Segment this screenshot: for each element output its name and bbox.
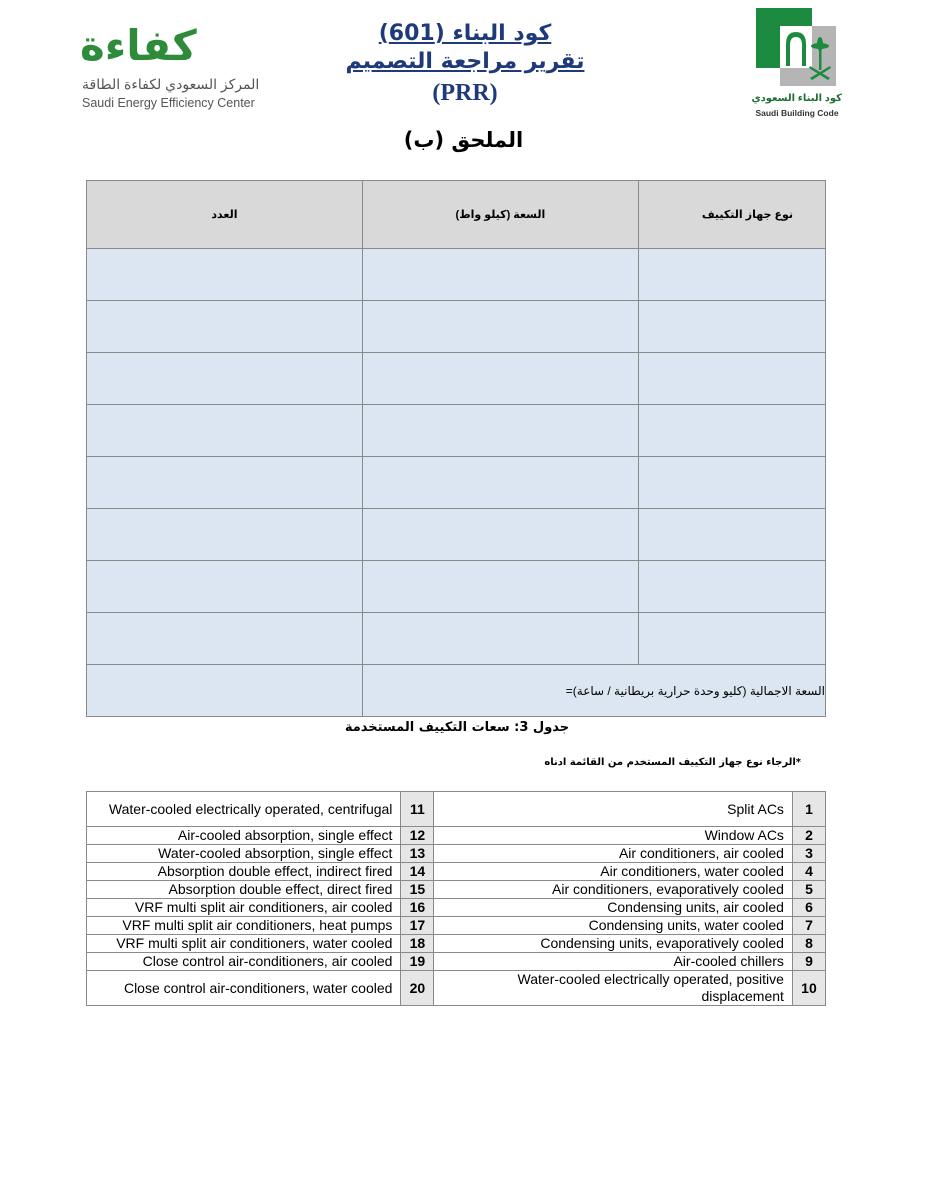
type-number-left: 11 bbox=[401, 792, 434, 827]
table-caption: جدول 3: سعات التكييف المستخدمة bbox=[344, 720, 570, 735]
type-text-left: VRF multi split air conditioners, air cooled bbox=[87, 899, 401, 917]
table-header-row bbox=[87, 181, 826, 249]
title-prr: (PRR) bbox=[432, 80, 498, 106]
type-cell[interactable] bbox=[638, 353, 825, 405]
list-item bbox=[87, 792, 826, 827]
type-number-left: 15 bbox=[401, 881, 434, 899]
sbc-arabic-name: كود البناء السعودي bbox=[751, 93, 842, 104]
count-cell[interactable] bbox=[87, 405, 363, 457]
list-item bbox=[87, 827, 826, 845]
type-text-left: Water-cooled electrically operated, centrifugal bbox=[87, 792, 401, 827]
type-number-left: 17 bbox=[401, 917, 434, 935]
seec-arabic-name: المركز السعودي لكفاءة الطاقة bbox=[82, 76, 260, 92]
type-cell[interactable] bbox=[638, 561, 825, 613]
seec-wordmark: كفاءة bbox=[80, 21, 197, 70]
sbc-english-name: Saudi Building Code bbox=[755, 108, 839, 118]
capacity-cell[interactable] bbox=[362, 457, 638, 509]
type-text-right: Air-cooled chillers bbox=[434, 953, 792, 971]
type-number-right: 6 bbox=[792, 899, 825, 917]
table-row bbox=[87, 405, 826, 457]
capacity-cell[interactable] bbox=[362, 301, 638, 353]
type-text-right: Condensing units, evaporatively cooled bbox=[434, 935, 792, 953]
type-text-right: Split ACs bbox=[434, 792, 792, 827]
count-cell[interactable] bbox=[87, 561, 363, 613]
type-text-right: Condensing units, water cooled bbox=[434, 917, 792, 935]
type-number-right: 3 bbox=[792, 845, 825, 863]
type-text-left: Water-cooled absorption, single effect bbox=[87, 845, 401, 863]
list-item bbox=[87, 953, 826, 971]
capacity-cell[interactable] bbox=[362, 509, 638, 561]
document-title bbox=[330, 20, 600, 108]
total-row bbox=[87, 665, 826, 717]
type-text-right: Window ACs bbox=[434, 827, 792, 845]
type-text-right: Air conditioners, evaporatively cooled bbox=[434, 881, 792, 899]
type-text-right: Water-cooled electrically operated, positive displacement bbox=[434, 971, 792, 1006]
list-item bbox=[87, 971, 826, 1006]
list-item bbox=[87, 899, 826, 917]
count-cell[interactable] bbox=[87, 301, 363, 353]
header-count: العدد bbox=[87, 181, 363, 249]
type-number-left: 13 bbox=[401, 845, 434, 863]
type-text-left: Close control air-conditioners, air cooled bbox=[87, 953, 401, 971]
palm-swords-emblem-icon bbox=[756, 8, 836, 88]
type-cell[interactable] bbox=[638, 613, 825, 665]
capacity-cell[interactable] bbox=[362, 613, 638, 665]
type-cell[interactable] bbox=[638, 509, 825, 561]
table-row bbox=[87, 509, 826, 561]
type-number-left: 19 bbox=[401, 953, 434, 971]
type-text-left: Absorption double effect, indirect fired bbox=[87, 863, 401, 881]
total-capacity-label: السعة الاجمالية (كليو وحدة حرارية بريطانية / ساعة)= bbox=[362, 665, 825, 717]
table-row bbox=[87, 301, 826, 353]
type-number-right: 2 bbox=[792, 827, 825, 845]
capacity-cell[interactable] bbox=[362, 405, 638, 457]
list-item bbox=[87, 935, 826, 953]
type-text-right: Air conditioners, water cooled bbox=[434, 863, 792, 881]
type-cell[interactable] bbox=[638, 249, 825, 301]
count-cell[interactable] bbox=[87, 457, 363, 509]
type-number-right: 10 bbox=[792, 971, 825, 1006]
count-cell[interactable] bbox=[87, 353, 363, 405]
list-item bbox=[87, 881, 826, 899]
capacity-cell[interactable] bbox=[362, 561, 638, 613]
title-report: تقرير مراجعة التصميم bbox=[345, 49, 585, 74]
type-number-right: 8 bbox=[792, 935, 825, 953]
type-number-left: 14 bbox=[401, 863, 434, 881]
table-row bbox=[87, 457, 826, 509]
instruction-note: *الرجاء نوع جهاز التكييف المستخدم من القائمة ادناه bbox=[544, 757, 801, 768]
type-text-left: Air-cooled absorption, single effect bbox=[87, 827, 401, 845]
table-row bbox=[87, 353, 826, 405]
type-number-right: 9 bbox=[792, 953, 825, 971]
table-row bbox=[87, 613, 826, 665]
count-cell[interactable] bbox=[87, 509, 363, 561]
type-number-left: 18 bbox=[401, 935, 434, 953]
list-item bbox=[87, 863, 826, 881]
type-number-left: 16 bbox=[401, 899, 434, 917]
seec-english-name: Saudi Energy Efficiency Center bbox=[82, 96, 255, 110]
title-code: كود البناء (601) bbox=[378, 21, 552, 46]
table-row bbox=[87, 249, 826, 301]
count-cell[interactable] bbox=[87, 613, 363, 665]
list-item bbox=[87, 845, 826, 863]
type-text-left: VRF multi split air conditioners, heat pumps bbox=[87, 917, 401, 935]
type-number-right: 5 bbox=[792, 881, 825, 899]
type-number-left: 12 bbox=[401, 827, 434, 845]
type-text-left: VRF multi split air conditioners, water cooled bbox=[87, 935, 401, 953]
capacity-cell[interactable] bbox=[362, 249, 638, 301]
appendix-title: الملحق (ب) bbox=[403, 128, 524, 152]
ac-types-list bbox=[86, 791, 826, 1006]
type-text-right: Air conditioners, air cooled bbox=[434, 845, 792, 863]
type-number-left: 20 bbox=[401, 971, 434, 1006]
sbc-logo bbox=[752, 8, 842, 123]
count-cell[interactable] bbox=[87, 249, 363, 301]
type-text-left: Close control air-conditioners, water cooled bbox=[87, 971, 401, 1006]
type-cell[interactable] bbox=[638, 301, 825, 353]
type-text-right: Condensing units, air cooled bbox=[434, 899, 792, 917]
type-cell[interactable] bbox=[638, 457, 825, 509]
list-item bbox=[87, 917, 826, 935]
ac-capacity-table bbox=[86, 180, 826, 717]
header-ac-type: نوع جهاز التكييف bbox=[638, 181, 825, 249]
type-text-left: Absorption double effect, direct fired bbox=[87, 881, 401, 899]
type-cell[interactable] bbox=[638, 405, 825, 457]
type-number-right: 4 bbox=[792, 863, 825, 881]
header-capacity: السعة (كيلو واط) bbox=[362, 181, 638, 249]
type-number-right: 7 bbox=[792, 917, 825, 935]
table-row bbox=[87, 561, 826, 613]
type-number-right: 1 bbox=[792, 792, 825, 827]
total-value-cell[interactable] bbox=[87, 665, 363, 717]
capacity-cell[interactable] bbox=[362, 353, 638, 405]
seec-logo bbox=[80, 22, 270, 112]
